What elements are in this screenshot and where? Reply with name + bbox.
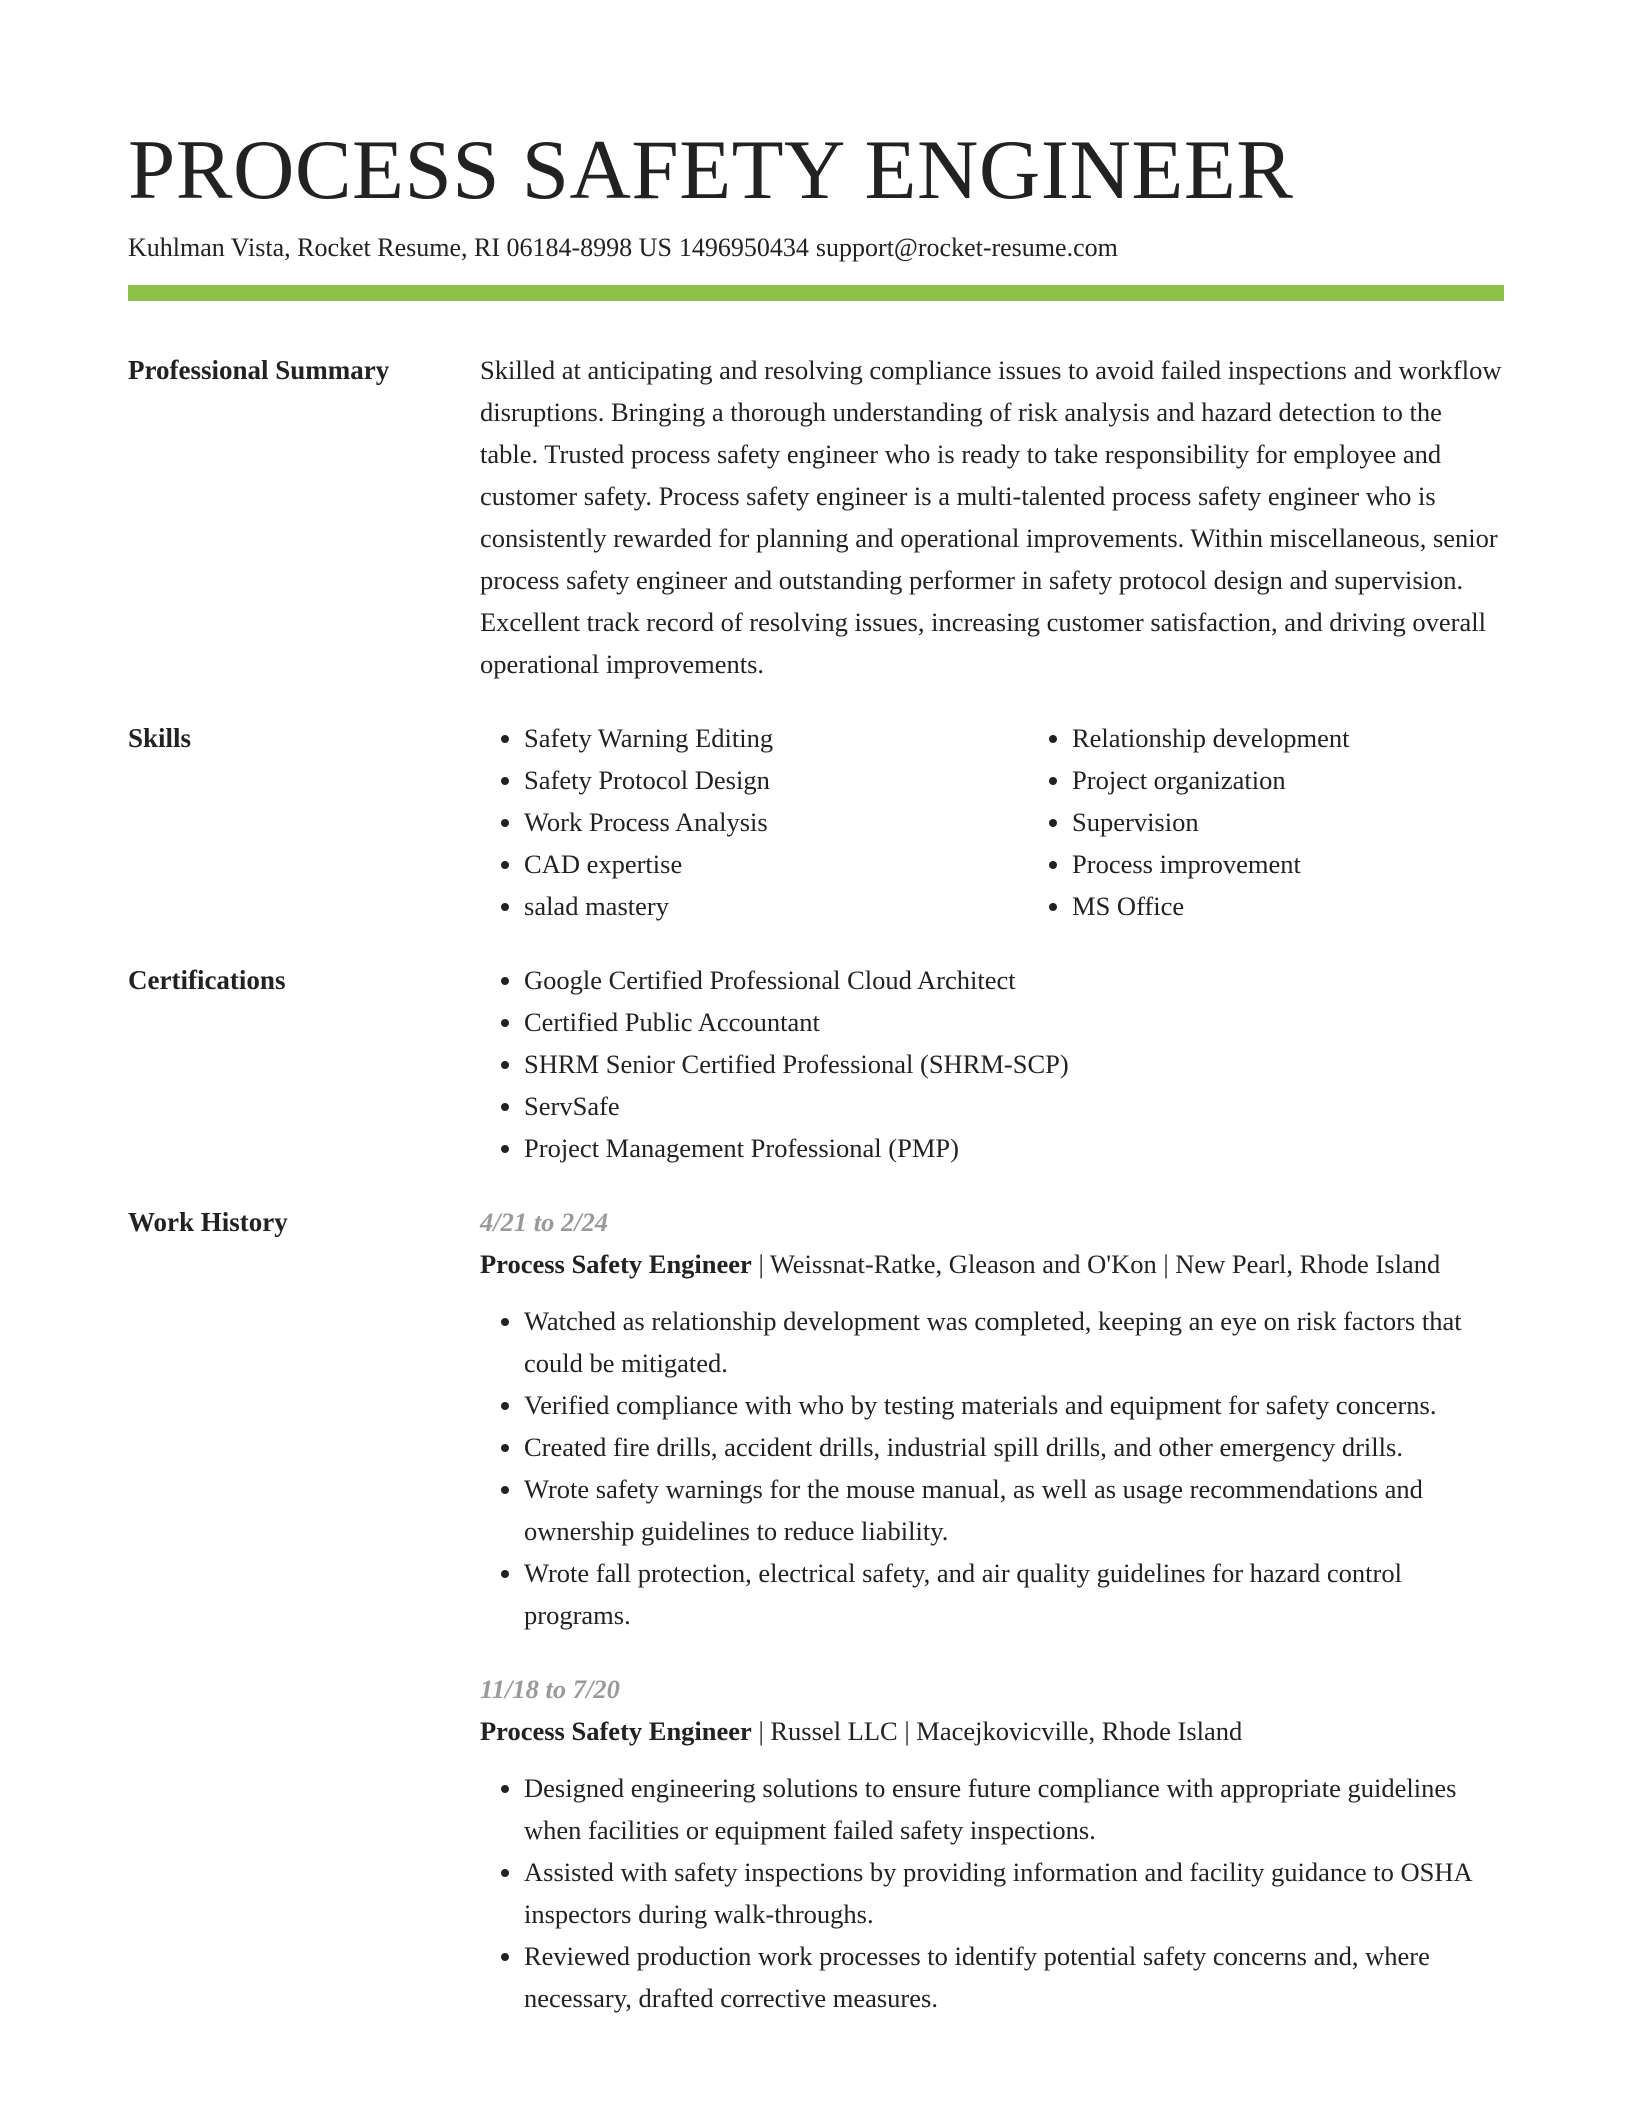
job-bullet-list bbox=[480, 1767, 1504, 2019]
skills-heading: Skills bbox=[128, 723, 192, 753]
job-entry bbox=[480, 1668, 1504, 2019]
job-bullet: • Created fire drills, accident drills, industrial spill drills, and other emergency drills. bbox=[524, 1426, 1504, 1468]
skill-item: • Safety Warning Editing bbox=[524, 717, 984, 759]
skills-list-right bbox=[1028, 717, 1532, 927]
skill-item: • Project organization bbox=[1072, 759, 1532, 801]
job-bullet-list bbox=[480, 1300, 1504, 1636]
job-bullet: • Assisted with safety inspections by providing information and facility guidance to OSHA inspectors during walk-throughs. bbox=[524, 1851, 1504, 1935]
work-history-section bbox=[128, 1201, 1504, 2019]
certification-item: • Project Management Professional (PMP) bbox=[524, 1127, 1504, 1169]
skill-item: • Work Process Analysis bbox=[524, 801, 984, 843]
job-entry bbox=[480, 1201, 1504, 1636]
job-bullet: • Verified compliance with who by testing materials and equipment for safety concerns. bbox=[524, 1384, 1504, 1426]
contact-phone: 1496950434 bbox=[678, 233, 809, 262]
job-bullet: • Watched as relationship development was completed, keeping an eye on risk factors that could be mitigated. bbox=[524, 1300, 1504, 1384]
job-dates: 4/21 to 2/24 bbox=[480, 1207, 609, 1237]
skill-item: • Relationship development bbox=[1072, 717, 1532, 759]
job-bullet: • Designed engineering solutions to ensure future compliance with appropriate guidelines when facilities or equipment failed safety inspections. bbox=[524, 1767, 1504, 1851]
resume-title: PROCESS SAFETY ENGINEER bbox=[128, 123, 1294, 217]
certifications-list bbox=[480, 959, 1504, 1169]
header-divider bbox=[128, 285, 1504, 301]
job-heading bbox=[480, 1243, 1504, 1285]
job-details: | Russel LLC | Macejkovicville, Rhode Island bbox=[751, 1716, 1243, 1746]
summary-heading: Professional Summary bbox=[128, 355, 390, 385]
summary-text: Skilled at anticipating and resolving compliance issues to avoid failed inspections and workflow disruptions. Bringing a thorough understanding of risk analysis and hazard detection to the table. Trusted process safety engineer who is ready to take responsibility for employee and customer safety. Process safety engineer is a multi-talented process safety engineer who is consistently rewarded for planning and operational improvements. Within miscellaneous, senior process safety engineer and outstanding performer in safety protocol design and supervision. Excellent track record of resolving issues, increasing customer satisfaction, and driving overall operational improvements. bbox=[480, 355, 1502, 679]
contact-email: support@rocket-resume.com bbox=[815, 233, 1118, 262]
skill-item: • salad mastery bbox=[524, 885, 984, 927]
job-details: | Weissnat-Ratke, Gleason and O'Kon | New Pearl, Rhode Island bbox=[751, 1249, 1441, 1279]
certifications-body bbox=[480, 959, 1504, 1169]
summary-body bbox=[480, 349, 1504, 685]
certification-item: • Google Certified Professional Cloud Architect bbox=[524, 959, 1504, 1001]
job-heading bbox=[480, 1710, 1504, 1752]
job-title: Process Safety Engineer bbox=[480, 1249, 752, 1279]
contact-line bbox=[128, 230, 1504, 266]
skills-list-left bbox=[480, 717, 984, 927]
job-bullet: • Wrote safety warnings for the mouse manual, as well as usage recommendations and ownership guidelines to reduce liability. bbox=[524, 1468, 1504, 1552]
skill-item: • CAD expertise bbox=[524, 843, 984, 885]
contact-address: Kuhlman Vista, Rocket Resume, RI 06184-8998 US bbox=[128, 233, 672, 262]
certification-item: • ServSafe bbox=[524, 1085, 1504, 1127]
certification-item: • Certified Public Accountant bbox=[524, 1001, 1504, 1043]
skills-section bbox=[128, 717, 1504, 927]
resume-page bbox=[128, 0, 1504, 2019]
certifications-section bbox=[128, 959, 1504, 1169]
certification-item: • SHRM Senior Certified Professional (SHRM-SCP) bbox=[524, 1043, 1504, 1085]
job-title: Process Safety Engineer bbox=[480, 1716, 752, 1746]
skills-columns bbox=[480, 717, 1504, 927]
work-history-body bbox=[480, 1201, 1504, 2019]
certifications-heading: Certifications bbox=[128, 965, 286, 995]
job-dates: 11/18 to 7/20 bbox=[480, 1674, 620, 1704]
summary-section bbox=[128, 349, 1504, 685]
work-history-heading: Work History bbox=[128, 1207, 288, 1237]
skill-item: • Process improvement bbox=[1072, 843, 1532, 885]
job-bullet: • Wrote fall protection, electrical safety, and air quality guidelines for hazard control programs. bbox=[524, 1552, 1504, 1636]
skill-item: • MS Office bbox=[1072, 885, 1532, 927]
skill-item: • Safety Protocol Design bbox=[524, 759, 984, 801]
skill-item: • Supervision bbox=[1072, 801, 1532, 843]
job-bullet: • Reviewed production work processes to identify potential safety concerns and, where necessary, drafted corrective measures. bbox=[524, 1935, 1504, 2019]
